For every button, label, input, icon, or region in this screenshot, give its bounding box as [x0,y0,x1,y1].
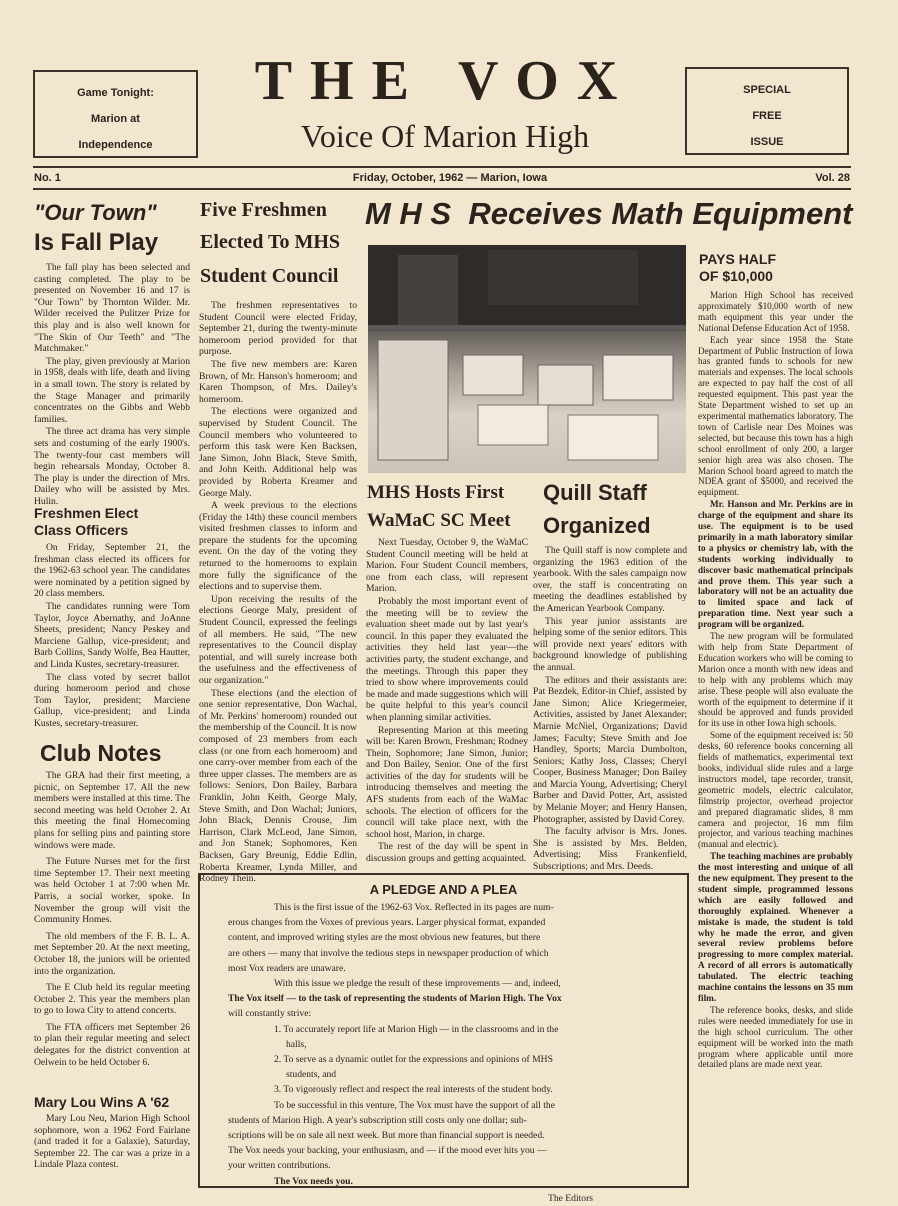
special-issue-box [685,67,849,155]
club-notes-headline: Club Notes [40,740,162,766]
club-note-paragraph: The old members of the F. B. L. A. met September 20. At the next meeting, October 18, the juniors will be oriented into the organization. [34,930,190,977]
pledge-line: 2. To serve as a dynamic outlet for the expressions and opinions of MHS [274,1053,553,1065]
freshmen-officers-paragraph: On Friday, September 21, the freshman class elected its officers for the 1962-63 school year. The candidates were nominated by a petition signed by 20 class members. [34,542,190,600]
quill-article [533,545,687,874]
quill-headline-1: Quill Staff [543,480,647,505]
math-classroom-photo [368,245,686,473]
student-council-paragraph: These elections (and the election of one senior representative, Don Wachal, of Mr. Perkins' homeroom) rounded out the membership of the Council. It is now composed of 23 members from each class (or one from each homeroom) and one carry-over member from each of the three upper classes. The members are as follows: Seniors, Don Bailey, Barbara Franklin, John Keith, George Maly, Steve Smith, and Don Wachal; Juniors, John Black, Dennis Crouse, Jim Harrison, Clark McLeod, Jane Simon, and Jon Stanek; Sophomores, Ken Backsen, Gary Breunig, Eddie Edlin, Roberta Kreamer, Lynda Miller, and Rodney Thein. [199,687,357,885]
math-paragraph: Mr. Hanson and Mr. Perkins are in charge of the equipment and share its use. The equipment is to be used primarily in a math laboratory similar to a physics or chemistry lab, with the students working individually to discover basic mathematical principals and prove them. This year such a laboratory will not be an actuality due to limited space and lack of preparation time. Next year such a program will be organized. [698,499,853,630]
mary-lou-article [34,1113,190,1172]
special-line: SPECIAL [743,84,791,96]
wamac-headline-2: WaMaC SC Meet [367,510,511,531]
issue-volume: Vol. 28 [815,172,850,184]
mary-lou-paragraph: Mary Lou Neu, Marion High School sophomore, won a 1962 Ford Fairlane (and traded it for a Galaxie), Saturday, September 22. The car was a prize in a Lindale Plaza contest. [34,1113,190,1171]
math-headline-1: PAYS HALF [699,251,777,267]
student-council-paragraph: The elections were organized and supervised by Student Council. The Council members who volunteered to perform this task were Ken Backsen, Jane Simon, John Black, Steve Smith, and John Keith. Additional help was provided by Roberta Kreamer and George Maly. [199,406,357,499]
club-note-paragraph: The GRA had their first meeting, a picnic, on September 17. All the new members were installed at this time. The second meeting was held October 2. At this meeting the final Homecoming plans for selling pins and painting store windows were made. [34,770,190,851]
our-town-paragraph: The play, given previously at Marion in 1958, deals with life, death and living in a small town. The story is related by the Stage Manager and primarily concentrates on the Gibbs and Webb families. [34,355,190,425]
pledge-line: will constantly strive: [228,1008,312,1020]
student-council-paragraph: The freshmen representatives to Student Council were elected Friday, September 21, during the twenty-minute homeroom period provided for that purpose. [199,300,357,358]
pledge-line: scriptions will be on sale all next week. But more than financial support is needed. [228,1129,545,1141]
pledge-line: students, and [286,1069,337,1081]
our-town-headline-1: "Our Town" [34,200,157,225]
wamac-paragraph: The rest of the day will be spent in discussion groups and getting acquainted. [366,841,528,865]
pledge-line: This is the first issue of the 1962-63 Vox. Reflected in its pages are num- [274,901,554,913]
pledge-line: most Vox readers are unaware. [228,962,346,974]
student-council-headline-2: Elected To MHS [200,231,341,253]
pledge-title: A PLEDGE AND A PLEA [369,882,518,897]
student-council-paragraph: The five new members are: Karen Brown, of Mr. Hanson's homeroom; and Karen Thompson, of Mrs. Dailey's homeroom. [199,358,357,405]
pledge-line: The Vox needs you. [274,1175,353,1187]
masthead-title: THE VOX [254,50,636,112]
our-town-paragraph: The fall play has been selected and casting completed. The play to be presented on November 16 and 17 is "Our Town" by Thornton Wilder. Mr. Wilder received the Pulitzer Prize for this play and is also well known for "The Skin of Our Teeth" and "The Matchmaker." [34,262,190,355]
pledge-line: The Vox itself — to the task of representing the students of Marion High. The Vox [228,993,562,1005]
pledge-signature: The Editors [547,1192,593,1204]
math-paragraph: Marion High School has received approximately $10,000 worth of new math equipment this year under the National Defense Education Act of 1958. [698,290,853,333]
issue-number: No. 1 [34,172,61,184]
quill-paragraph: The faculty advisor is Mrs. Jones. She is assisted by Mrs. Belden, Advertising; Miss Frankenfield, Subscriptions; and Mrs. Deeds. [533,826,687,873]
game-tonight-line2: Marion at [91,113,140,125]
pledge-line: erous changes from the Voxes of previous years. Larger physical format, expanded [228,917,546,929]
freshmen-officers-paragraph: The class voted by secret ballot during homeroom period and chose Tom Taylor, president; Marciene Gallup, vice-president; and Linda Kustes, secretary-treasurer. [34,671,190,729]
pledge-line: halls, [286,1038,307,1050]
club-note-paragraph: The E Club held its regular meeting October 2. This year the members plan to go to Iowa City to attend concerts. [34,982,190,1017]
math-headline-2: OF $10,000 [699,268,773,284]
issue-bar-top-rule [33,166,851,168]
game-tonight-box [33,70,198,158]
pledge-line: are others — many that involve the tedious steps in newspaper production of which [228,947,549,959]
pledge-line: The Vox needs your backing, your enthusiasm, and — if the mood ever hits you — [228,1145,547,1157]
student-council-headline-1: Five Freshmen [200,199,327,221]
pledge-line: students of Marion High. A year's subscription still costs only one dollar; sub- [228,1114,527,1126]
issue-line: ISSUE [750,136,784,148]
club-notes-article [34,770,190,1069]
math-article [698,290,853,1071]
pledge-line: your written contributions. [228,1160,331,1172]
math-paragraph: The new program will be formulated with help from State Department of Education workers who will be coming to Marion once a month with new ideas and to help with any problems which may arise. These people will also evaluate the worth of the equipment to determine if it should be approved and funds provided for its use in other Iowa high schools. [698,631,853,729]
student-council-article [199,300,357,886]
math-paragraph: The reference books, desks, and slide rules were needed immediately for use in the high school curriculum. The other equipment will be worked into the math program where applicable until more detailed plans are made next year. [698,1004,853,1070]
masthead-subtitle: Voice Of Marion High [300,118,590,154]
freshmen-officers-headline-1: Freshmen Elect [34,505,139,521]
our-town-headline-2: Is Fall Play [34,229,159,256]
pledge-line: content, and improved writing styles are the most obvious new features, but there [228,932,541,944]
wamac-paragraph: Next Tuesday, October 9, the WaMaC Student Council meeting will be held at Marion. Four Student Council members, one from each class, will represent Marion. [366,537,528,595]
pledge-line: 3. To vigorously reflect and respect the real interests of the student body. [274,1084,553,1096]
quill-paragraph: The Quill staff is now complete and organizing the 1963 edition of the yearbook. With the sales campaign now over, the staff is concentrating on meeting the deadlines established by the American Yearbook Company. [533,545,687,614]
issue-dateline: Friday, October, 1962 — Marion, Iowa [352,172,548,184]
issue-bar-bottom-rule [33,188,851,190]
pledge-box [198,873,689,1204]
pledge-line: 1. To accurately report life at Marion High — in the classrooms and in the [274,1023,559,1035]
student-council-headline-3: Student Council [200,265,339,287]
math-paragraph: Some of the equipment received is: 50 desks, 60 reference books concerning all fields of mathematics, experimental text books, individual slide rules and a large instructors model, tape recorder, transit, geometric models, electric calculator, filmstrip projector, overhead projector and prepared diagramatic slides, 8 mm camera and projector, 16 mm film projector, and various teaching machines (manual and electric). [698,730,853,850]
wamac-paragraph: Representing Marion at this meeting will be: Karen Brown, Freshman; Rodney Thein, Sophomore; Jane Simon, Junior; and Don Bailey, Senior. One of the first activities of the day for students will be introducing themselves and meeting the AFS students from each of the WaMac schools. The election of officers for the council will take place next, with the school host, Marion, in charge. [366,724,528,840]
quill-paragraph: This year junior assistants are helping some of the senior editors. This will provide next years' editors with background knowledge of publishing the annual. [533,615,687,673]
main-headline: M H S Receives Math Equipment [365,196,853,231]
mary-lou-headline: Mary Lou Wins A '62 [34,1094,170,1110]
student-council-paragraph: Upon receiving the results of the elections George Maly, president of Student Council, expressed the feelings of all members. He said, "The new representatives to the Council display potential, and will surely increase both the usefulness and the effectiveness of our organization." [199,593,357,686]
student-council-paragraph: A week previous to the elections (Friday the 14th) these council members visited freshmen classes to inform and prepare the students for the upcoming event. On the day of the voting they returned to the homerooms to explain more fully the significance of the elections and to supervise them. [199,500,357,593]
quill-headline-2: Organized [543,513,651,538]
math-paragraph: The teaching machines are probably the most interesting and unique of all the new equipment. They present to the student simple, programmed lessons which are easily followed and thoroughly explained. Whenever a mistake is made, the student is told why he made the error, and given several review problems before progressing to more complex material. A record of all errors is automatically tabulated. The electric teaching machine contains the lessons on 35 mm film. [698,851,853,1003]
club-note-paragraph: The FTA officers met September 26 to plan their regular meeting and select delegates for the district convention at Oelwein to be held October 6. [34,1021,190,1068]
wamac-article [366,537,528,866]
pledge-line: With this issue we pledge the result of these improvements — and, indeed, [274,977,561,989]
classroom-photo-illustration [368,245,686,473]
freshmen-officers-paragraph: The candidates running were Tom Taylor, Joyce Abernathy, and JoAnne Sheets, president; Nancy Peskey and Marciene Gallup, vice-president; and Barb Collins, Sandy Wolfe, Bea Hautter, and Linda Kustes, secretary-treasurer. [34,600,190,670]
game-tonight-line3: Independence [78,139,153,151]
math-paragraph: Each year since 1958 the State Department of Public Instruction of Iowa has granted funds to schools for new materials and expenses. The local schools are expected to pay half the cost of all requested equipment. This past year the State Department wished to set up an experimental mathematics laboratory. The town of Carlisle near Des Moines was selected, but because this town has a high school enrollment of only 200, a larger senior high area was also chosen. The Marion School board agreed to match the NDEA grant of $5000, and received the equipment. [698,334,853,498]
pledge-line: To be successful in this venture, The Vox must have the support of all the [274,1099,555,1111]
wamac-paragraph: Probably the most important event of the meeting will be to review the evaluation sheet made out by last year's council. In this paper they evaluated the activities they held last year—the activities party, the student exchange, and the meetings. Through this paper they tried to show where improvements could be made and made suggestions which will be quite helpful to this year's council when planning similar activities. [366,595,528,723]
freshmen-officers-headline-2: Class Officers [34,522,129,538]
freshmen-officers-article [34,542,190,731]
quill-paragraph: The editors and their assistants are: Pat Bezdek, Editor-in Chief, assisted by Jane Simon; Alice Kriegermeier, Activities, assisted by Janet Alexander; Marnie McNiel, Organizations; David James; Faculty; Steve Smith and Joe Handley, Sports; Marcia Dumbolton, Seniors; Kathy Joss, Classes; Cheryl Cooper, Business Manager; Don Bailey and Marcia Young, Advertising; Cheryl Barber and David Potter, Art, assisted by Melanie Moyer; and Henry Hansen, Photographer, assisted by David Corey. [533,674,687,825]
club-note-paragraph: The Future Nurses met for the first time September 17. Their next meeting was held October 1 at 7:00 when Mr. Parris, a social worker, spoke. In November the group will visit the Community Homes. [34,856,190,926]
game-tonight-line1: Game Tonight: [77,87,154,99]
our-town-article [34,262,190,508]
wamac-headline-1: MHS Hosts First [367,482,505,503]
free-line: FREE [752,110,782,122]
our-town-paragraph: The three act drama has very simple sets and costuming of the early 1900's. The twenty-four cast members will begin rehearsals Monday, October 8. The play is under the direction of Mrs. Dailey who will be assisted by Mrs. Hulin. [34,426,190,507]
